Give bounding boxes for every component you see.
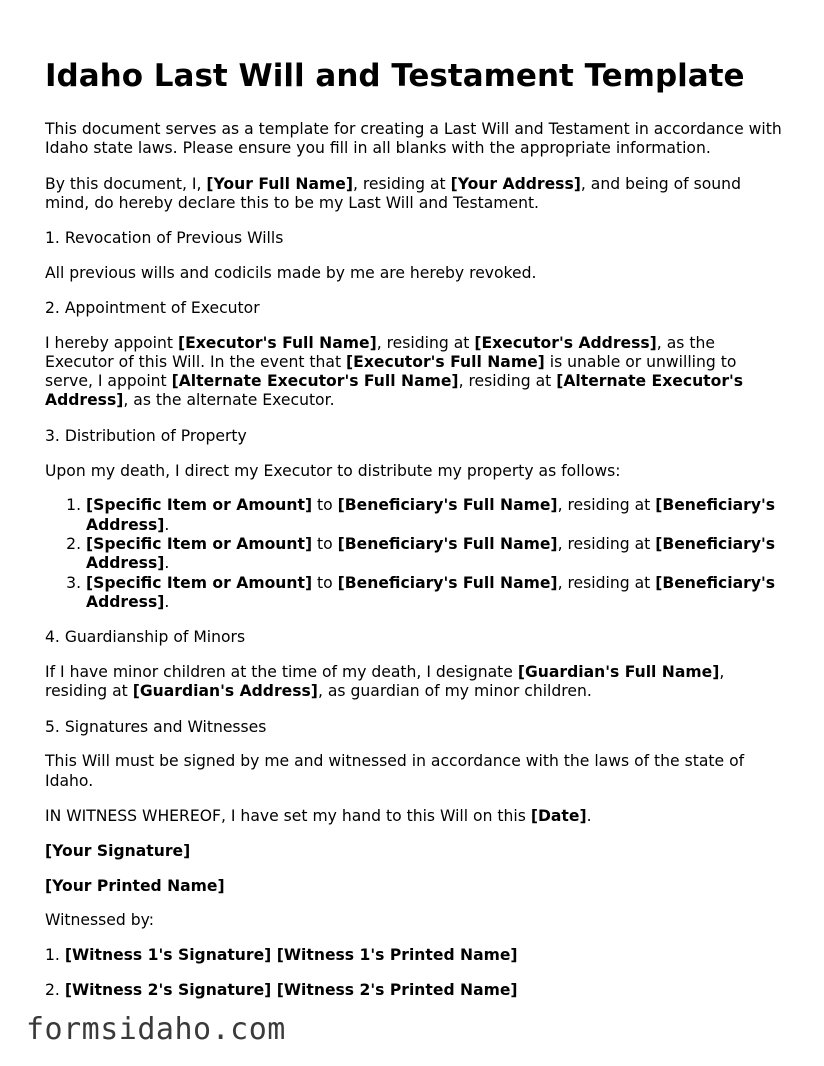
witnessed-by-label: Witnessed by: (45, 911, 154, 930)
executor-name-placeholder: [Executor's Full Name] (177, 333, 377, 352)
alternate-executor-name-placeholder: [Alternate Executor's Full Name] (171, 372, 459, 391)
section-4-body: If I have minor children at the time of my death, I designate [Guardian's Full Name], residing at [Guardian's Address], as guardian of my minor children. (45, 662, 725, 701)
declaration-paragraph: By this document, I, [Your Full Name], residing at [Your Address], and being of sound mind, do hereby declare this to be my Last Will and Testament. (45, 174, 741, 212)
witness-whereof: IN WITNESS WHEREOF, I have set my hand to this Will on this [Date]. (45, 806, 592, 825)
page-title: Idaho Last Will and Testament Template (45, 58, 745, 94)
executor-name-placeholder: [Executor's Full Name] (346, 352, 545, 371)
guardian-address-placeholder: [Guardian's Address] (132, 682, 318, 701)
section-3-heading: 3. Distribution of Property (45, 426, 247, 445)
witness-2-line: 2. [Witness 2's Signature] [Witness 2's Printed Name] (45, 980, 518, 999)
distribution-list (45, 496, 785, 612)
list-item: 2. [Specific Item or Amount] to [Beneficiary's Full Name], residing at [Beneficiary's Address]. (86, 535, 785, 574)
section-2-body: I hereby appoint [Executor's Full Name], residing at [Executor's Address], as the Executor of this Will. In the event that [Executor's Full Name] is unable or unwilling to serve, I appoint [Alternate Executor's Full Name], residing at [Alternate Executor's Address], as the alternate Executor. (45, 333, 744, 410)
section-2-heading: 2. Appointment of Executor (45, 298, 260, 317)
section-5-body: This Will must be signed by me and witnessed in accordance with the laws of the state of Idaho. (45, 752, 745, 790)
intro-paragraph: This document serves as a template for creating a Last Will and Testament in accordance with Idaho state laws. Please ensure you fill in all blanks with the appropriate information. (45, 120, 782, 158)
section-1-heading: 1. Revocation of Previous Wills (45, 229, 284, 248)
guardian-name-placeholder: [Guardian's Full Name] (517, 662, 720, 681)
executor-address-placeholder: [Executor's Address] (474, 333, 657, 352)
your-full-name-placeholder: [Your Full Name] (206, 174, 353, 193)
section-3-intro: Upon my death, I direct my Executor to distribute my property as follows: (45, 461, 621, 480)
your-printed-name-line: [Your Printed Name] (45, 876, 225, 895)
date-placeholder: [Date] (530, 806, 587, 825)
section-5-heading: 5. Signatures and Witnesses (45, 717, 267, 736)
section-1-body: All previous wills and codicils made by me are hereby revoked. (45, 263, 537, 282)
your-signature-line: [Your Signature] (45, 841, 191, 860)
alternate-executor-address-placeholder: [Alternate Executor's Address] (45, 372, 744, 410)
list-item: 1. [Specific Item or Amount] to [Beneficiary's Full Name], residing at [Beneficiary's Address]. (86, 496, 785, 535)
list-item: 3. [Specific Item or Amount] to [Beneficiary's Full Name], residing at [Beneficiary's Address]. (86, 574, 785, 613)
watermark: formsidaho.com (26, 1012, 286, 1047)
section-4-heading: 4. Guardianship of Minors (45, 628, 246, 647)
document-page (45, 56, 785, 1016)
witness-1-line: 1. [Witness 1's Signature] [Witness 1's Printed Name] (45, 946, 518, 965)
your-address-placeholder: [Your Address] (450, 174, 581, 193)
